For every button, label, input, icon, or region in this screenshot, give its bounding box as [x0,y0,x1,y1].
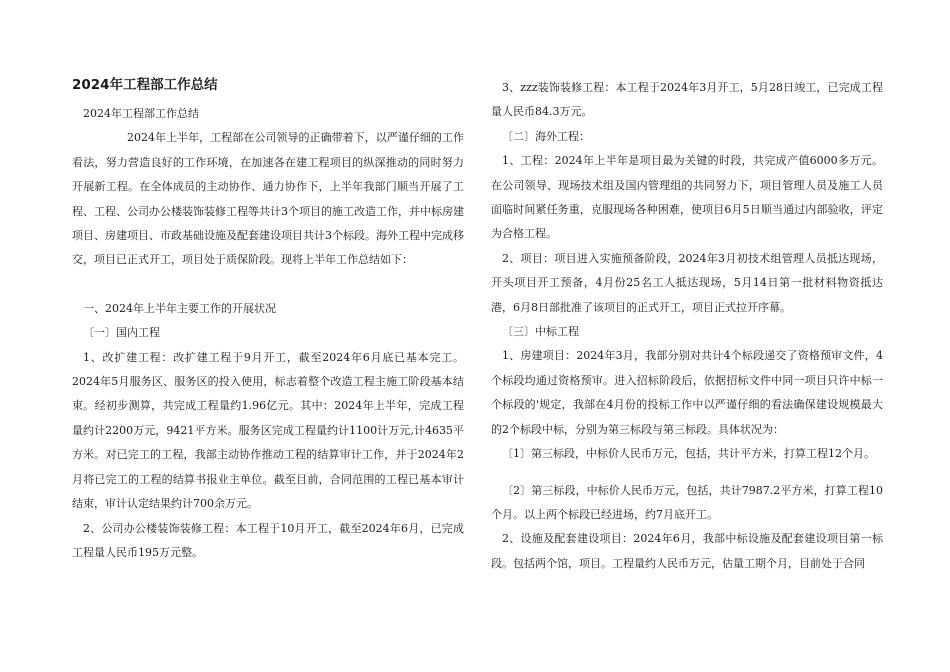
left-column [72,76,464,565]
paragraph-housing-bid: 1、房建项目：2024年3月，我部分别对共计4个标段递交了资格预审文件，4个标段均通过资格预审。进入招标阶段后，依据招标文件中同一项目只许中标一个标段的'规定，我部在4月份的投标工作中以严谨仔细的看法确保建设规模最大的2个标段中标，分别为第三标段与第三标段。具体状况为： [491,349,883,436]
right-column [491,76,883,576]
paragraph-bid-section-1: 〔1〕第三标段，中标价人民币万元，包括，共计平方米，打算工程12个月。 [502,447,875,461]
paragraph-expansion-project: 1、改扩建工程：改扩建工程于9月开工，截至2024年6月底已基本完工。2024年5月服务区、服务区的投入使用，标志着整个改造工程主施工阶段基本结束。经初步测算，共完成工程量约1.96亿元。其中：2024年上半年，完成工程量约计2200万元，9421平方米。服务区完成工程量约计1100计万元,计4635平方米。对已完工的工程，我部主动协作推动工程的结算审计工作，并于2024年2月将已完工的工程的结算书报业主单位。截至目前，合同范围的工程已基本审计结束，审计认定结果约计700余万元。 [72,350,464,511]
paragraph-office-renovation: 2、公司办公楼装饰装修工程：本工程于10月开工，截至2024年6月，已完成工程量人民币195万元整。 [72,521,464,559]
subsection-bid-projects: 〔三〕中标工程 [502,325,579,339]
paragraph-facilities-bid: 2、设施及配套建设项目：2024年6月，我部中标设施及配套建设项目第一标段。包括两个馆，项目。工程量约人民币万元，估量工期个月，目前处于合同 [491,532,883,570]
section-heading-1: 一、2024年上半年主要工作的开展状况 [83,301,276,315]
paragraph-overseas-project-1: 1、工程：2024年上半年是项目最为关键的时段，共完成产值6000多万元。在公司领导、现场技术组及国内管理组的共同努力下，项目管理人员及施工人员面临时间紧任务重，克服现场各种困难，使项目6月5日顺当通过内部验收，评定为合格工程。 [491,154,883,241]
intro-paragraph: 2024年上半年，工程部在公司领导的正确带着下，以严谨仔细的工作看法，努力营造良好的工作环境，在加速各在建工程项目的纵深推动的同时努力开展新工程。在全体成员的主动协作、通力协作下，上半年我部门顺当开展了工程、工程、公司办公楼装饰装修工程等共计3个项目的施工改造工作，并中标房建项目、房建项目、市政基础设施及配套建设项目共计3个标段。海外工程中完成移交，项目已正式开工，项目处于质保阶段。现将上半年工作总结如下： [72,131,464,267]
spacer [491,467,883,479]
subsection-overseas: 〔二〕海外工程： [502,129,590,143]
paragraph-zzz-renovation: 3、zzz装饰装修工程：本工程于2024年3月开工，5月28日竣工，已完成工程量人民币84.3万元。 [491,81,883,119]
document-subtitle: 2024年工程部工作总结 [83,107,199,120]
paragraph-bid-section-2: 〔2〕第三标段，中标价人民币万元，包括，共计7987.2平方米，打算工程10个月。以上两个标段已经进场，约7月底开工。 [491,483,883,521]
document-title: 2024年工程部工作总结 [72,77,218,93]
spacer [72,273,464,297]
paragraph-overseas-project-2: 2、项目：项目进入实施预备阶段，2024年3月初技术组管理人员抵达现场，开头项目开工预备，4月份25名工人抵达现场，5月14日第一批材料物资抵达港，6月8日部批准了该项目的正式开工，项目正式拉开序幕。 [491,251,883,314]
subsection-domestic: 〔一〕国内工程 [83,326,160,340]
